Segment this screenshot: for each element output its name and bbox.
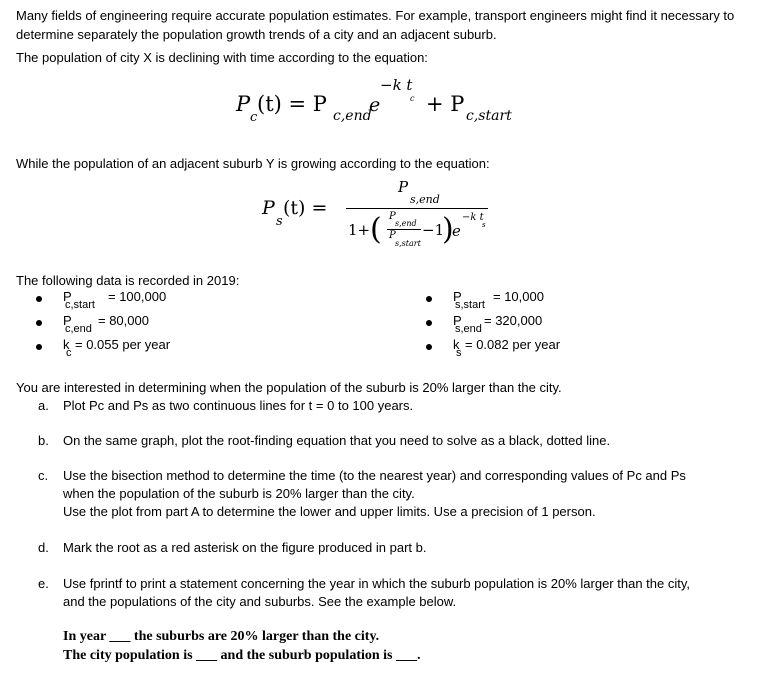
eq2-numerator-sub: s,end — [410, 193, 440, 206]
data-symbol: k — [63, 337, 70, 352]
data-subscript: c,end — [65, 323, 92, 335]
item-c-line2: when the population of the suburb is 20% larger than the city. — [63, 486, 415, 501]
data-value: = 0.082 per year — [465, 337, 561, 352]
item-letter: a. — [38, 398, 49, 413]
eq1-e: e — [369, 94, 381, 116]
bullet — [36, 344, 42, 350]
item-b-text: On the same graph, plot the root-finding equation that you need to solve as a black, dotted line. — [63, 433, 611, 448]
item-d-text: Mark the root as a red asterisk on the figure produced in part b. — [63, 540, 427, 555]
city-intro: The population of city X is declining with time according to the equation: — [16, 50, 428, 65]
item-letter: d. — [38, 540, 49, 555]
data-symbol: k — [453, 337, 460, 352]
bullet — [36, 320, 42, 326]
eq1-plus-p: + P — [426, 92, 465, 116]
eq2-e: e — [452, 222, 461, 240]
eq2-inner-num: P — [389, 211, 396, 222]
bullet — [426, 320, 432, 326]
eq2-exponent-sub: s — [482, 221, 486, 229]
data-subscript: s — [456, 347, 462, 359]
eq1-lhs: P — [236, 92, 251, 116]
data-value: = 100,000 — [108, 289, 167, 304]
eq2-lhs-sub: s — [276, 214, 283, 229]
example-line2: The city population is ___ and the suburb population is ___. — [63, 648, 421, 663]
task-intro: You are interested in determining when the population of the suburb is 20% larger than the city. — [16, 380, 562, 395]
item-a-text: Plot Pc and Ps as two continuous lines for t = 0 to 100 years. — [63, 398, 414, 413]
data-value: = 80,000 — [98, 313, 149, 328]
suburb-intro: While the population of an adjacent suburb Y is growing according to the equation: — [16, 156, 490, 171]
item-letter: b. — [38, 433, 49, 448]
eq2-numerator: P — [398, 178, 409, 196]
eq1-exponent-sub: c — [410, 94, 415, 103]
data-symbol: P — [453, 289, 462, 304]
intro-paragraph: Many fields of engineering require accurate population estimates. For example, transport engineers might find it necessary to determine separately the population growth trends of a city and an adjacent suburb. — [16, 8, 735, 42]
item-c-line3: Use the plot from part A to determine the lower and upper limits. Use a precision of 1 person. — [63, 504, 596, 519]
eq1-lhs-arg: (t) = P — [257, 92, 327, 116]
eq2-inner-den: P — [389, 230, 396, 241]
eq2-right-paren: ) — [442, 212, 454, 247]
bullet — [426, 344, 432, 350]
data-subscript: c — [66, 347, 72, 359]
eq2-fraction-bar — [346, 208, 488, 209]
city-equation — [0, 74, 777, 134]
eq2-minus-one: −1 — [422, 221, 445, 239]
eq2-inner-den-sub: s,start — [395, 239, 421, 248]
data-subscript: c,start — [65, 299, 95, 311]
data-symbol: P — [63, 313, 72, 328]
eq1-lhs-sub: c — [250, 110, 258, 125]
data-value: = 10,000 — [493, 289, 544, 304]
eq2-left-paren: ( — [370, 212, 382, 247]
data-intro: The following data is recorded in 2019: — [16, 273, 240, 288]
eq1-pend-sub: c,end — [333, 108, 372, 124]
item-letter: c. — [38, 468, 49, 483]
data-symbol: P — [63, 289, 72, 304]
example-line1: In year ___ the suburbs are 20% larger than the city. — [63, 629, 380, 644]
data-symbol: P — [453, 313, 462, 328]
eq2-exponent: −k t — [462, 212, 484, 223]
data-value: = 320,000 — [484, 313, 543, 328]
bullet — [426, 296, 432, 302]
eq1-exponent: −k t — [380, 76, 413, 94]
suburb-equation — [0, 178, 777, 258]
eq2-one-plus: 1+ — [348, 221, 371, 239]
item-e-line1: Use fprintf to print a statement concerning the year in which the suburb population is 20% larger than the city, — [63, 576, 690, 591]
eq2-lhs-arg: (t) = — [283, 197, 328, 219]
eq1-pstart-sub: c,start — [466, 108, 512, 124]
eq2-lhs: P — [262, 197, 275, 219]
data-subscript: s,end — [455, 323, 482, 335]
item-letter: e. — [38, 576, 49, 591]
data-value: = 0.055 per year — [75, 337, 171, 352]
item-c-line1: Use the bisection method to determine the time (to the nearest year) and corresponding values of Pc and Ps — [63, 468, 686, 483]
item-e-line2: and the populations of the city and suburbs. See the example below. — [63, 594, 457, 609]
bullet — [36, 296, 42, 302]
data-subscript: s,start — [455, 299, 485, 311]
eq2-inner-num-sub: s,end — [395, 219, 417, 228]
